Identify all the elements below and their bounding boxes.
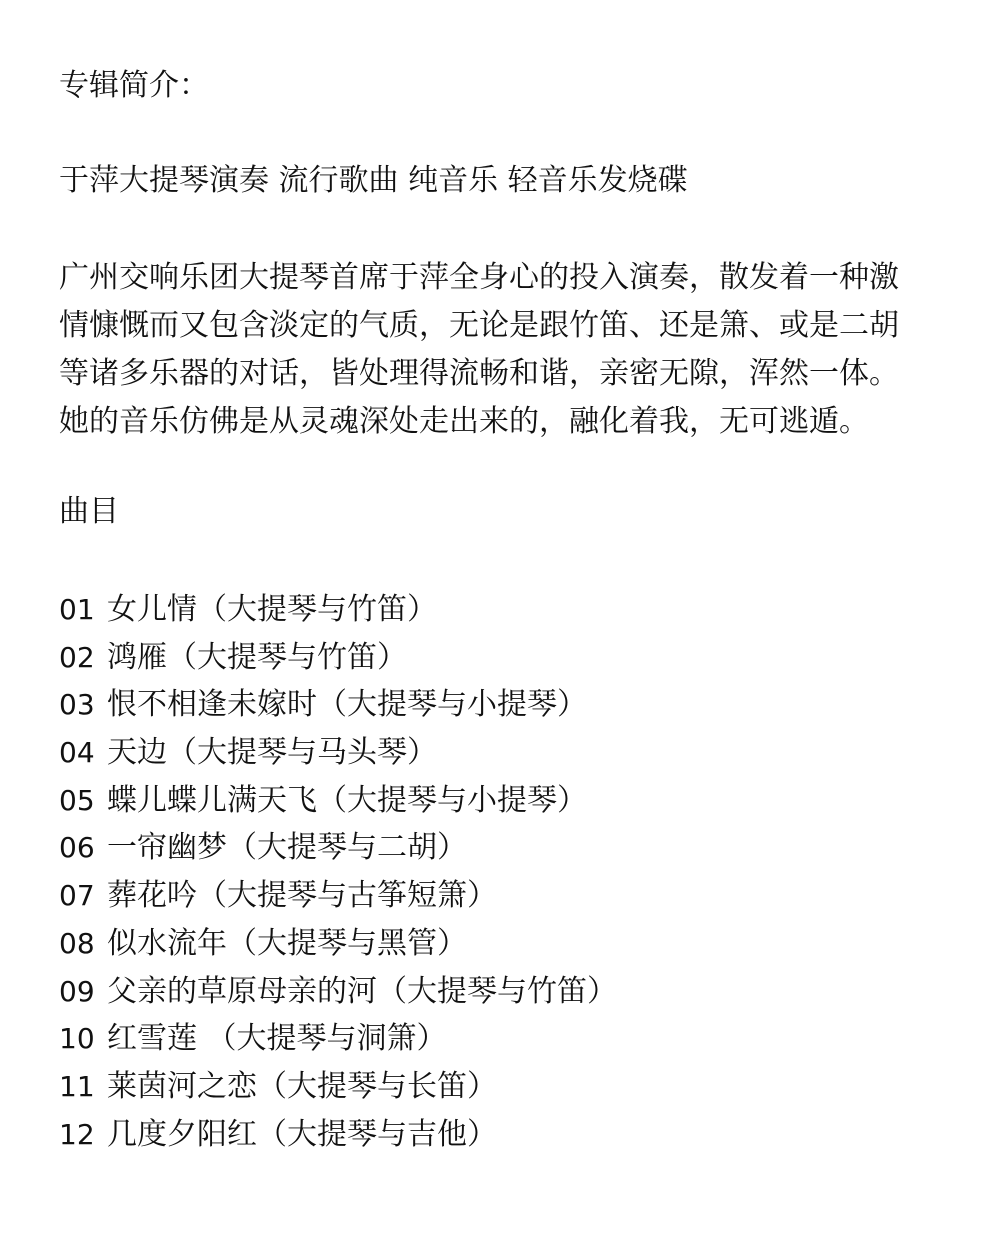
track-number: 06 xyxy=(59,831,95,865)
track-item xyxy=(59,872,617,920)
track-title: 天边（大提琴与马头琴） xyxy=(107,735,437,771)
intro-line: 等诸多乐器的对话，皆处理得流畅和谐，亲密无隙，浑然一体。 xyxy=(59,356,899,391)
track-item xyxy=(59,824,617,872)
track-item xyxy=(59,1063,617,1111)
track-item xyxy=(59,920,617,968)
intro-line: 情慷慨而又包含淡定的气质，无论是跟竹笛、还是箫、或是二胡 xyxy=(59,308,899,343)
track-title: 父亲的草原母亲的河（大提琴与竹笛） xyxy=(107,973,617,1009)
track-item xyxy=(59,777,617,825)
track-title: 几度夕阳红（大提琴与吉他） xyxy=(107,1116,497,1152)
track-number: 02 xyxy=(59,640,95,674)
track-title: 恨不相逢未嫁时（大提琴与小提琴） xyxy=(107,687,587,723)
track-item xyxy=(59,634,617,682)
track-title: 红雪莲 （大提琴与洞箫） xyxy=(107,1021,447,1057)
track-item xyxy=(59,1015,617,1063)
album-subtitle: 于萍大提琴演奏 流行歌曲 纯音乐 轻音乐发烧碟 xyxy=(59,163,688,198)
track-number: 09 xyxy=(59,974,95,1008)
track-title: 蝶儿蝶儿满天飞（大提琴与小提琴） xyxy=(107,782,587,818)
track-item xyxy=(59,968,617,1016)
track-number: 08 xyxy=(59,926,95,960)
track-number: 04 xyxy=(59,736,95,770)
tracklist-heading: 曲目 xyxy=(59,494,119,529)
track-title: 似水流年（大提琴与黑管） xyxy=(107,925,467,961)
track-number: 10 xyxy=(59,1022,95,1056)
album-intro-heading: 专辑简介： xyxy=(59,68,209,103)
intro-line: 广州交响乐团大提琴首席于萍全身心的投入演奏，散发着一种激 xyxy=(59,260,899,295)
album-intro-paragraph xyxy=(59,254,959,446)
track-item xyxy=(59,681,617,729)
track-title: 女儿情（大提琴与竹笛） xyxy=(107,592,437,627)
track-number: 07 xyxy=(59,879,95,913)
track-item xyxy=(59,586,617,634)
track-number: 11 xyxy=(59,1069,95,1103)
track-title: 鸿雁（大提琴与竹笛） xyxy=(107,639,407,675)
track-item xyxy=(59,1111,617,1159)
track-title: 一帘幽梦（大提琴与二胡） xyxy=(107,830,467,866)
intro-line: 她的音乐仿佛是从灵魂深处走出来的，融化着我，无可逃遁。 xyxy=(59,404,869,439)
track-title: 莱茵河之恋（大提琴与长笛） xyxy=(107,1068,497,1104)
track-number: 12 xyxy=(59,1117,95,1151)
tracklist xyxy=(59,586,617,1158)
track-number: 01 xyxy=(59,593,95,626)
track-title: 葬花吟（大提琴与古筝短箫） xyxy=(107,878,497,914)
track-number: 03 xyxy=(59,688,95,722)
track-item xyxy=(59,729,617,777)
track-number: 05 xyxy=(59,783,95,817)
